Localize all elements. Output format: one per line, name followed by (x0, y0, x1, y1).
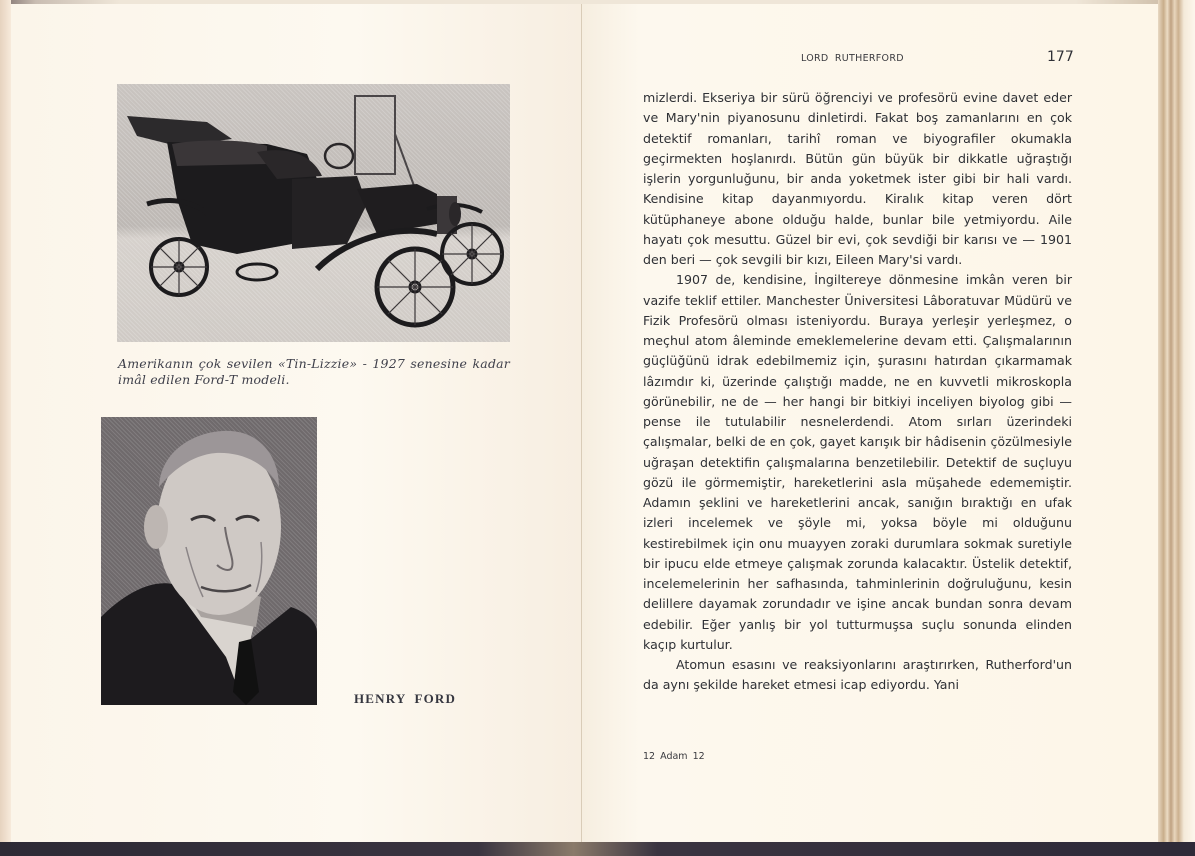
body-text (643, 88, 1072, 696)
printer-signature: 12 Adam 12 (643, 751, 705, 762)
paragraph: mizlerdi. Ekseriya bir sürü öğrenciyi ve profesörü evine davet eder ve Mary'nin piyanosunu dinletirdi. Fakat boş zamanlarını en çok detektif romanları, tarihî roman ve biyografiler okumakla geçirmekten hoşlanırdı. Bütün gün büyük bir dikkatle uğraştığı işlerin yorgunluğunu, bir anda yoketmek ister gibi bir hali vardı. Kendisine kitap dayanmıyordu. Kiralık kitap veren dört kütüphaneye abone olduğu halde, bunlar bile yetmiyordu. Aile hayatı çok mesuttu. Güzel bir evi, çok sevdiği bir karısı ve — 1901 den beri — çok sevgili bir kızı, Eileen Mary'si vardı. (643, 90, 1072, 267)
henry-ford-portrait-photo (101, 417, 317, 705)
table-surface (0, 842, 1195, 856)
portrait-illustration (101, 417, 317, 705)
paragraph: 1907 de, kendisine, İngiltereye dönmesine imkân veren bir vazife teklif ettiler. Manchester Üniversitesi Lâboratuvar Müdürü ve Fizik Profesörü olması isteniyordu. Buraya yerleşir yerleşmez, o meçhul atom âleminde emeklemelerine devam etti. Çalışmalarının güçlüğünü idrak edebilmemiz için, şurasını hatırdan çıkarmamak lâzımdır ki, üzerinde çalıştığı madde, ne en kuvvetli mikroskopla görünebilir, ne de — her hangi bir bitkiyi inceliyen biyolog gibi — pense ile tutulabilir nesnelerdendi. Atom sırları üzerindeki çalışmalar, belki de en çok, gayet karışık bir hâdisenin çözülmesiyle uğraşan detektifin çalışmalarına benzetilebilir. Detektif de suçluyu gözü ile görmemiştir, hareketlerini asla müşahede edememiştir. Adamın şeklini ve hareketlerini ancak, sanığın bıraktığı en ufak izleri incelemek ve şöyle mi, yoksa böyle mi olduğunu kestirebilmek için onu muayyen zoraki durumlara sokmak suretiyle bir ipucu elde etmeye çalışmak zorunda kalacaktır. Üstelik detektif, incelemelerinin her safhasında, tahminlerinin doğruluğunu, kesin delillere dayamak zorundadır ve işine ancak bundan sonra devam edebilir. Eğer yanlış bir yol tutturmuşsa suçlu sonunda elinden kaçıp kurtulur. (643, 272, 1072, 652)
ford-model-t-photo (117, 84, 510, 342)
page-stack-edge (1158, 0, 1195, 842)
left-page-edge (0, 0, 11, 842)
page-number: 177 (1047, 49, 1074, 65)
paragraph: Atomun esasını ve reaksiyonlarını araştırırken, Rutherford'un da aynı şekilde hareket etmesi icap ediyordu. Yani (643, 657, 1072, 693)
portrait-caption: HENRY FORD (354, 691, 457, 706)
running-head: LORD RUTHERFORD (801, 53, 904, 64)
car-photo-caption: Amerikanın çok sevilen «Tin-Lizzie» - 1927 senesine kadar imâl edilen Ford-T modeli. (118, 356, 510, 387)
car-illustration (117, 84, 510, 342)
